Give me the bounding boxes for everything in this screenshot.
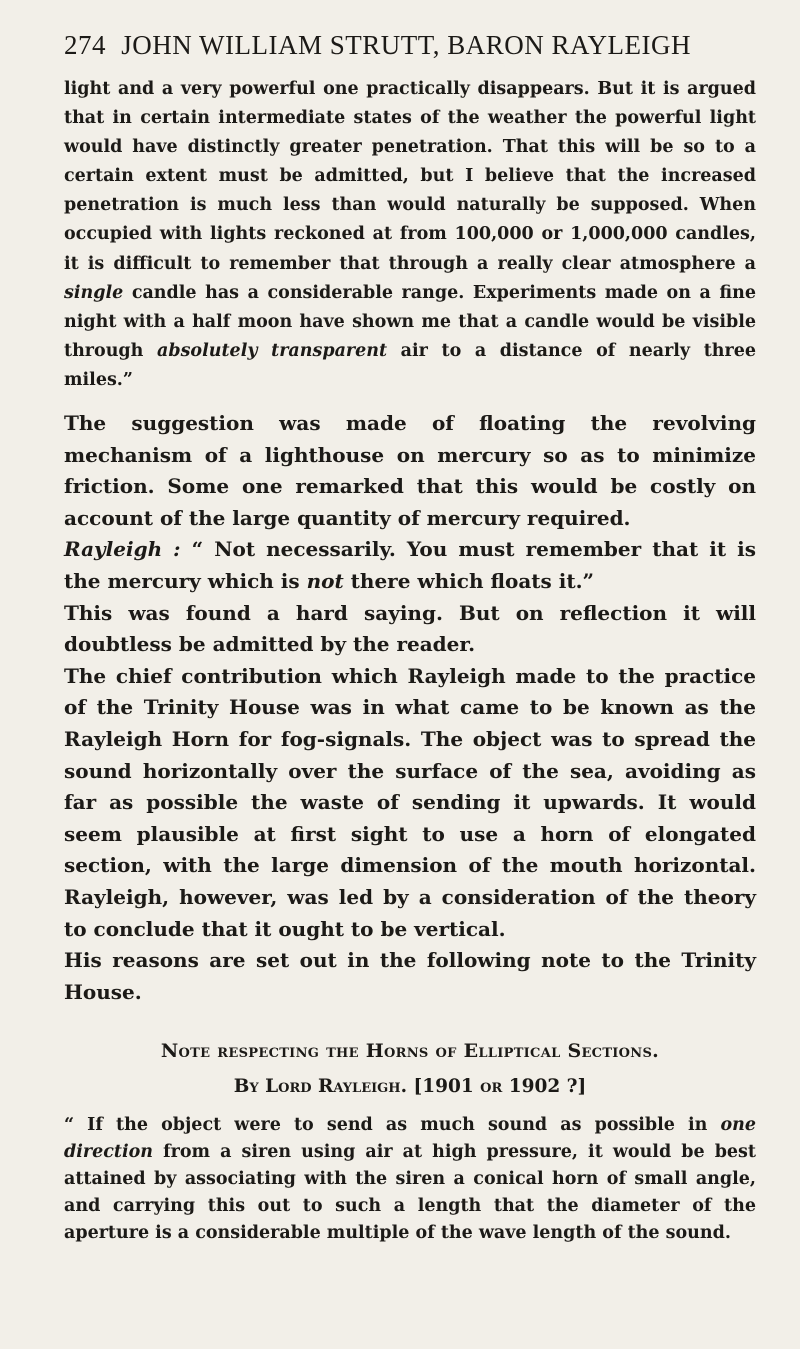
emphasis-absolutely-transparent: absolutely transparent <box>157 340 388 361</box>
note-byline: By Lord Rayleigh. [1901 or 1902 ?] <box>233 1076 587 1098</box>
speaker-name: Rayleigh : <box>64 537 181 562</box>
text-run: “ Not necessarily. You must remember that it is the mercury which is <box>64 537 757 593</box>
note-paragraph-siren <box>64 1112 756 1246</box>
note-heading: Note respecting the Horns of Elliptical Sections. <box>160 1040 660 1063</box>
quoted-paragraph-light-penetration <box>64 75 756 395</box>
text-run: air to a distance of nearly three miles.” <box>64 340 757 390</box>
running-title: JOHN WILLIAM STRUTT, BARON RAYLEIGH <box>121 30 691 60</box>
emphasis-not: not <box>306 569 344 593</box>
paragraph-reasons-note: His reasons are set out in the following note to the Trinity House. <box>64 948 756 1004</box>
paragraph-rayleigh-reply <box>64 534 756 597</box>
running-head <box>64 30 756 61</box>
text-run: from a siren using air at high pressure, it would be best attained by associating with the siren a conical horn of small angle, and carrying this out to such a length that the diameter of the aperture is a considerable multiple of the wave length of the sound. <box>64 1142 756 1243</box>
text-run: there which floats it.” <box>343 569 595 593</box>
text-run: candle has a considerable range. Experiments made on a fine night with a half moon have shown me that a candle would be visible through <box>64 282 756 361</box>
paragraph-mercury-suggestion: The suggestion was made of floating the revolving mechanism of a lighthouse on mercury so as to minimize friction. Some one remarked that this would be costly on account of the large quantity of mercury required. <box>64 411 756 530</box>
paragraph-hard-saying: This was found a hard saying. But on reflection it will doubtless be admitted by the reader. <box>64 600 756 657</box>
text-run: “ If the object were to send as much sound as possible in <box>64 1115 721 1136</box>
page-number: 274 <box>64 30 106 60</box>
paragraph-rayleigh-horn: The chief contribution which Rayleigh made to the practice of the Trinity House was in what came to be known as the Rayleigh Horn for fog-signals. The object was to spread the sound horizontally over the surface of the sea, avoiding as far as possible the waste of sending it upwards. It would seem plausible at first sight to use a horn of elongated section, with the large dimension of the mouth horizontal. Rayleigh, however, was led by a consideration of the theory to conclude that it ought to be vertical. <box>64 663 756 941</box>
emphasis-single: single <box>64 282 124 303</box>
text-run: light and a very powerful one practically disappears. But it is argued that in certain intermediate states of the weather the powerful light would have distinctly greater penetration. That this will be so to a certain extent must be admitted, but I believe that the increased penetration is much less than would naturally be supposed. When occupied with lights reckoned at from 100,000 or 1,000,000 candles, it is difficult to remember that through a really clear atmosphere a <box>64 79 756 274</box>
emphasis-one-direction: one direction <box>64 1115 756 1163</box>
